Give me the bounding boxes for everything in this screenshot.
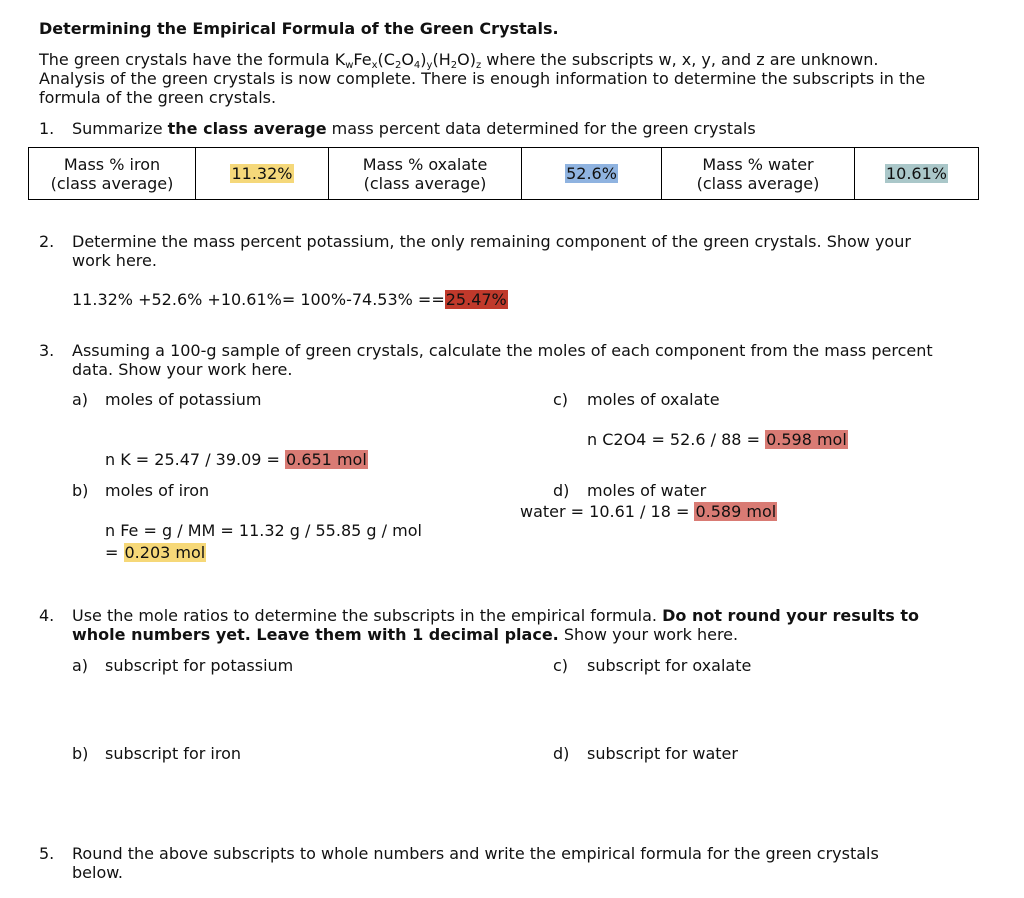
q2-work[interactable] (72, 290, 508, 309)
q1-text-post: mass percent data determined for the green crystals (326, 119, 756, 138)
q4-line-1-bold: Do not round your results to (662, 606, 920, 625)
formula-o-close: O) (457, 50, 476, 69)
q3d-work-text: water = 10.61 / 18 = (520, 502, 695, 521)
q3b-work-line-2[interactable] (105, 543, 206, 562)
q4c-label: c) (553, 656, 569, 675)
subscript-4: 4 (413, 60, 421, 71)
q2-line-2: work here. (72, 251, 157, 270)
q4b-label: b) (72, 744, 89, 763)
formula-o: O (401, 50, 414, 69)
oxalate-value-cell[interactable] (522, 148, 662, 200)
q3c-label: c) (553, 390, 569, 409)
mass-percent-table (28, 147, 979, 200)
iron-label-cell (29, 148, 196, 200)
q2-answer: 25.47% (445, 290, 507, 309)
q4-line-2-bold: whole numbers yet. Leave them with 1 decimal place. (72, 625, 559, 644)
q3a-answer: 0.651 mol (286, 450, 367, 469)
oxalate-value: 52.6% (566, 164, 617, 183)
subscript-2: 2 (394, 60, 402, 71)
q3-line-1: Assuming a 100-g sample of green crystals, calculate the moles of each component from the mass percent (72, 341, 933, 360)
q1-text (72, 119, 756, 138)
intro-line-3: formula of the green crystals. (39, 88, 277, 107)
q4d-text: subscript for water (587, 744, 738, 763)
q3c-answer: 0.598 mol (766, 430, 847, 449)
q5-line-2: below. (72, 863, 123, 882)
q4a-text: subscript for potassium (105, 656, 294, 675)
q5-line-1: Round the above subscripts to whole numbers and write the empirical formula for the green crystals (72, 844, 879, 863)
subscript-w: w (345, 60, 354, 71)
oxalate-label-line-2: (class average) (363, 173, 487, 193)
q3c-text: moles of oxalate (587, 390, 720, 409)
q4-line-2-text: Show your work here. (558, 625, 739, 644)
iron-value: 11.32% (231, 164, 293, 183)
q3b-work-prefix: = (105, 543, 124, 562)
q3b-answer: 0.203 mol (124, 543, 206, 562)
intro-formula-prefix: The green crystals have the formula K (39, 50, 346, 69)
iron-value-cell[interactable] (196, 148, 329, 200)
q3-line-2: data. Show your work here. (72, 360, 293, 379)
q4-line-2 (72, 625, 738, 644)
q3a-work-text: n K = 25.47 / 39.09 = (105, 450, 286, 469)
intro-line-1 (39, 50, 878, 69)
water-value-cell[interactable] (855, 148, 979, 200)
subscript-y: y (426, 60, 433, 71)
q3b-text: moles of iron (105, 481, 210, 500)
iron-label-line-2: (class average) (50, 173, 174, 193)
subscript-2b: 2 (450, 60, 458, 71)
q3c-work[interactable] (587, 430, 848, 449)
q3b-work-line-1[interactable]: n Fe = g / MM = 11.32 g / 55.85 g / mol (105, 521, 422, 540)
q1-text-bold: the class average (167, 119, 327, 138)
q2-line-1: Determine the mass percent potassium, the only remaining component of the green crystals. Show your (72, 232, 911, 251)
q3a-work[interactable] (105, 450, 368, 469)
iron-label-line-1: Mass % iron (63, 154, 161, 174)
q3d-label: d) (553, 481, 570, 500)
q3c-work-text: n C2O4 = 52.6 / 88 = (587, 430, 766, 449)
oxalate-label-cell (329, 148, 522, 200)
q2-work-text: 11.32% +52.6% +10.61%= 100%-74.53% == (72, 290, 445, 309)
q3d-answer: 0.589 mol (695, 502, 777, 521)
q3a-text: moles of potassium (105, 390, 262, 409)
water-value: 10.61% (885, 164, 947, 183)
q4c-text: subscript for oxalate (587, 656, 752, 675)
water-label-line-2: (class average) (696, 173, 820, 193)
subscript-x: x (371, 60, 378, 71)
formula-fe: Fe (353, 50, 372, 69)
q1-number: 1. (39, 119, 55, 138)
q2-number: 2. (39, 232, 55, 251)
q4-line-1-text: Use the mole ratios to determine the subscripts in the empirical formula. (72, 606, 663, 625)
water-label-cell (662, 148, 855, 200)
q4-line-1 (72, 606, 919, 625)
oxalate-label-line-1: Mass % oxalate (362, 154, 488, 174)
q3d-work[interactable] (520, 502, 777, 521)
q3d-text: moles of water (587, 481, 707, 500)
intro-line-2: Analysis of the green crystals is now complete. There is enough information to determine the subscripts in the (39, 69, 926, 88)
q4-number: 4. (39, 606, 55, 625)
formula-close: ) (420, 50, 427, 69)
intro-formula-suffix: where the subscripts w, x, y, and z are unknown. (481, 50, 879, 69)
q3a-label: a) (72, 390, 89, 409)
q4a-label: a) (72, 656, 89, 675)
q3b-label: b) (72, 481, 89, 500)
q4d-label: d) (553, 744, 570, 763)
subscript-z: z (475, 60, 482, 71)
q5-number: 5. (39, 844, 55, 863)
page-title: Determining the Empirical Formula of the Green Crystals. (39, 19, 559, 38)
formula-c2o4-open: (C (377, 50, 395, 69)
q3-number: 3. (39, 341, 55, 360)
formula-h2o-open: (H (432, 50, 451, 69)
q1-text-pre: Summarize (72, 119, 168, 138)
q4b-text: subscript for iron (105, 744, 241, 763)
water-label-line-1: Mass % water (702, 154, 814, 174)
